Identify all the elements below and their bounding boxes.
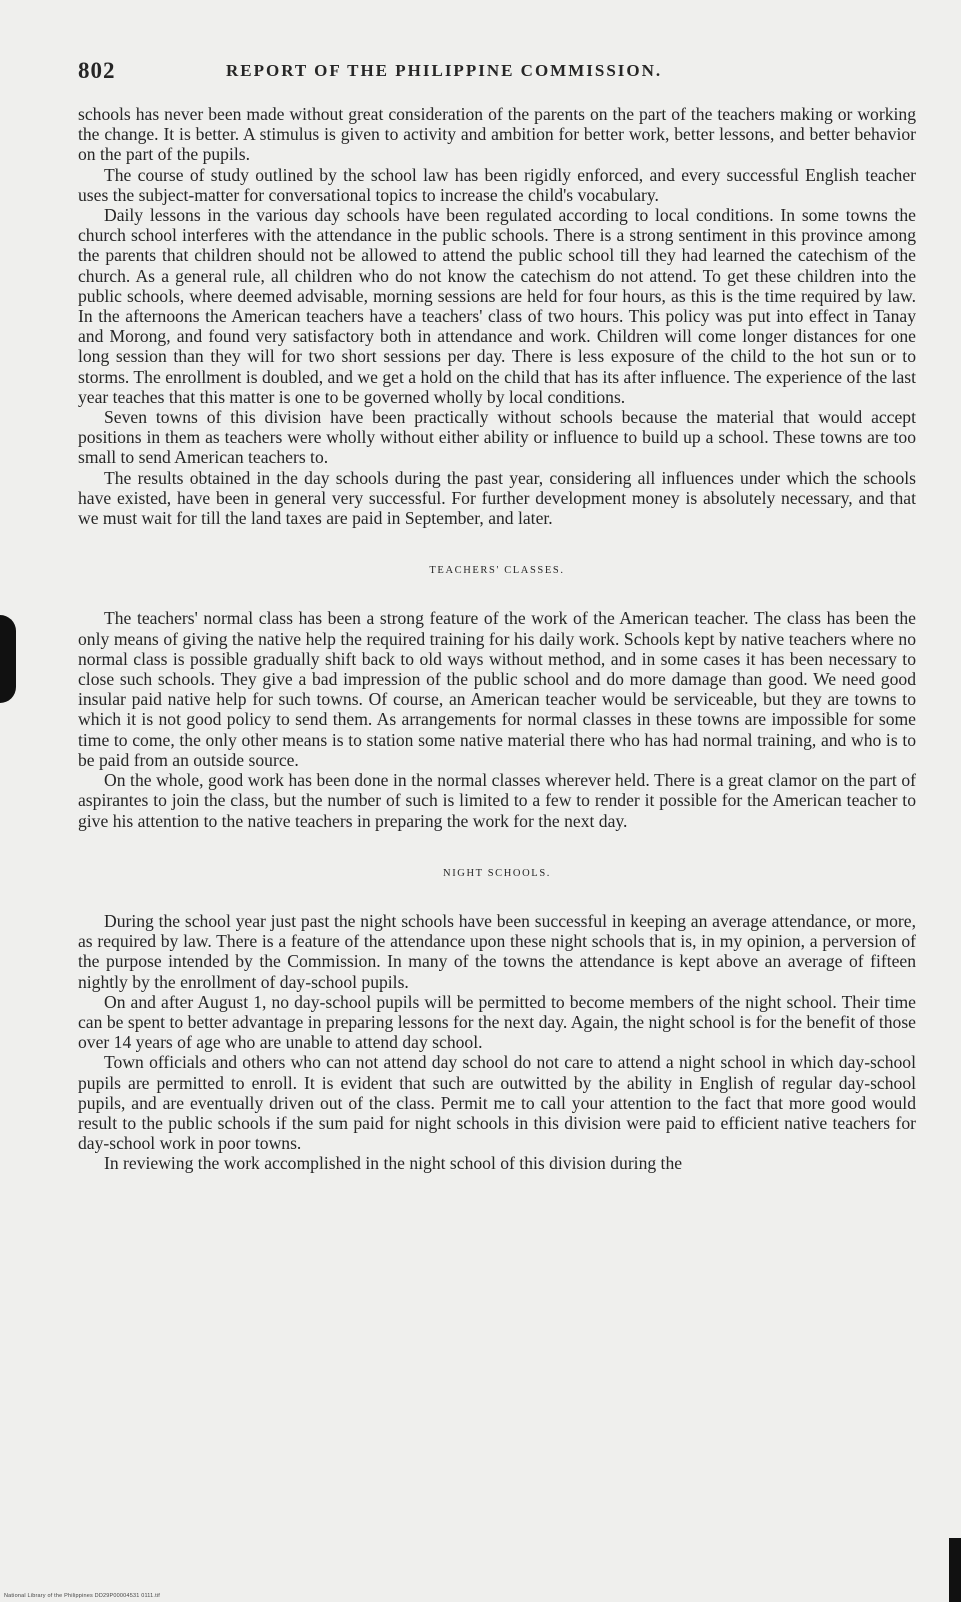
paragraph: On and after August 1, no day-school pupils will be permitted to become members of the night school. Their time can be spent to better advantage in preparing lessons for the next day. Again, the night school is for the benefit of those over 14 years of age who are unable to attend day school. [78, 991, 916, 1053]
paragraph: Daily lessons in the various day schools have been regulated according to local conditions. In some towns the church school interferes with the attendance in the public schools. There is a strong sentiment in this province among the parents that children should not be allowed to attend the public school till they had learned the catechism of the church. As a general rule, all children who do not know the catechism do not attend. To get these children into the public schools, where deemed advisable, morning sessions are held for four hours, as this is the time required by law. In the afternoons the American teachers have a teachers' class of two hours. This policy was put into effect in Tanay and Morong, and found very satisfactory both in attendance and work. Children will come longer distances for one long session than they will for two short sessions per day. There is less exposure of the child to the hot sun or to storms. The enrollment is doubled, and we get a hold on the child that has its after influence. The experience of the last year teaches that this matter is one to be governed wholly by local conditions. [78, 205, 916, 407]
binding-shadow [0, 615, 16, 703]
paragraph: Seven towns of this division have been practically without schools because the material that would accept positions in them as teachers were wholly without either ability or influence to build up a school. These towns are too small to send American teachers to. [78, 407, 916, 468]
paragraph: The teachers' normal class has been a strong feature of the work of the American teacher. The class has been the only means of giving the native help the required training for his daily work. Schools kept by native teachers where no normal class is possible gradually shift back to old ways without method, and in some cases it has been necessary to close such schools. They give a bad impression of the public school and do more damage than good. We need good insular paid native help for such towns. Of course, an American teacher would be serviceable, but they are towns to which it is not good policy to send them. As arrangements for normal classes in these towns are impossible for some time to come, the only other means is to station some native material there who has had normal training, and who is to be paid from an outside source. [78, 608, 916, 770]
scan-footer: National Library of the Philippines DD29P00004531 0111.tif [4, 1593, 161, 1599]
paragraph: In reviewing the work accomplished in the night school of this division during the [104, 1153, 683, 1174]
section-heading-teachers-classes: TEACHERS' CLASSES. [429, 565, 565, 577]
paragraph: The results obtained in the day schools during the past year, considering all influences under which the schools have existed, have been in general very successful. For further development money is absolutely necessary, and that we must wait for till the land taxes are paid in September, and later. [78, 467, 916, 529]
page-number: 802 [78, 58, 116, 83]
paragraph: On the whole, good work has been done in the normal classes wherever held. There is a great clamor on the part of aspirantes to join the class, but the number of such is limited to a few to render it possible for the American teacher to give his attention to the native teachers in preparing the work for the next day. [78, 770, 916, 831]
section-heading-night-schools: NIGHT SCHOOLS. [443, 867, 551, 879]
running-title: REPORT OF THE PHILIPPINE COMMISSION. [226, 61, 663, 80]
page-edge-shadow [949, 1538, 961, 1602]
paragraph: The course of study outlined by the school law has been rigidly enforced, and every successful English teacher uses the subject-matter for conversational topics to increase the child's vocabulary. [78, 164, 916, 205]
paragraph: Town officials and others who can not attend day school do not care to attend a night school in which day-school pupils are permitted to enroll. It is evident that such are outwitted by the ability in English of regular day-school pupils, and are eventually driven out of the class. Permit me to call your attention to the fact that more good would result to the public schools if the sum paid for night schools in this division were paid to efficient native teachers for day-school work in poor towns. [78, 1052, 916, 1154]
paragraph: schools has never been made without great consideration of the parents on the part of the teachers making or working the change. It is better. A stimulus is given to activity and ambition for better work, better lessons, and better behavior on the part of the pupils. [78, 104, 916, 165]
paragraph: During the school year just past the night schools have been successful in keeping an average attendance, or more, as required by law. There is a feature of the attendance upon these night schools that is, in my opinion, a perversion of the purpose intended by the Commission. In many of the towns the attendance is kept above an average of fifteen nightly by the enrollment of day-school pupils. [78, 910, 916, 992]
page-header [78, 58, 868, 88]
body-text [78, 104, 916, 1174]
